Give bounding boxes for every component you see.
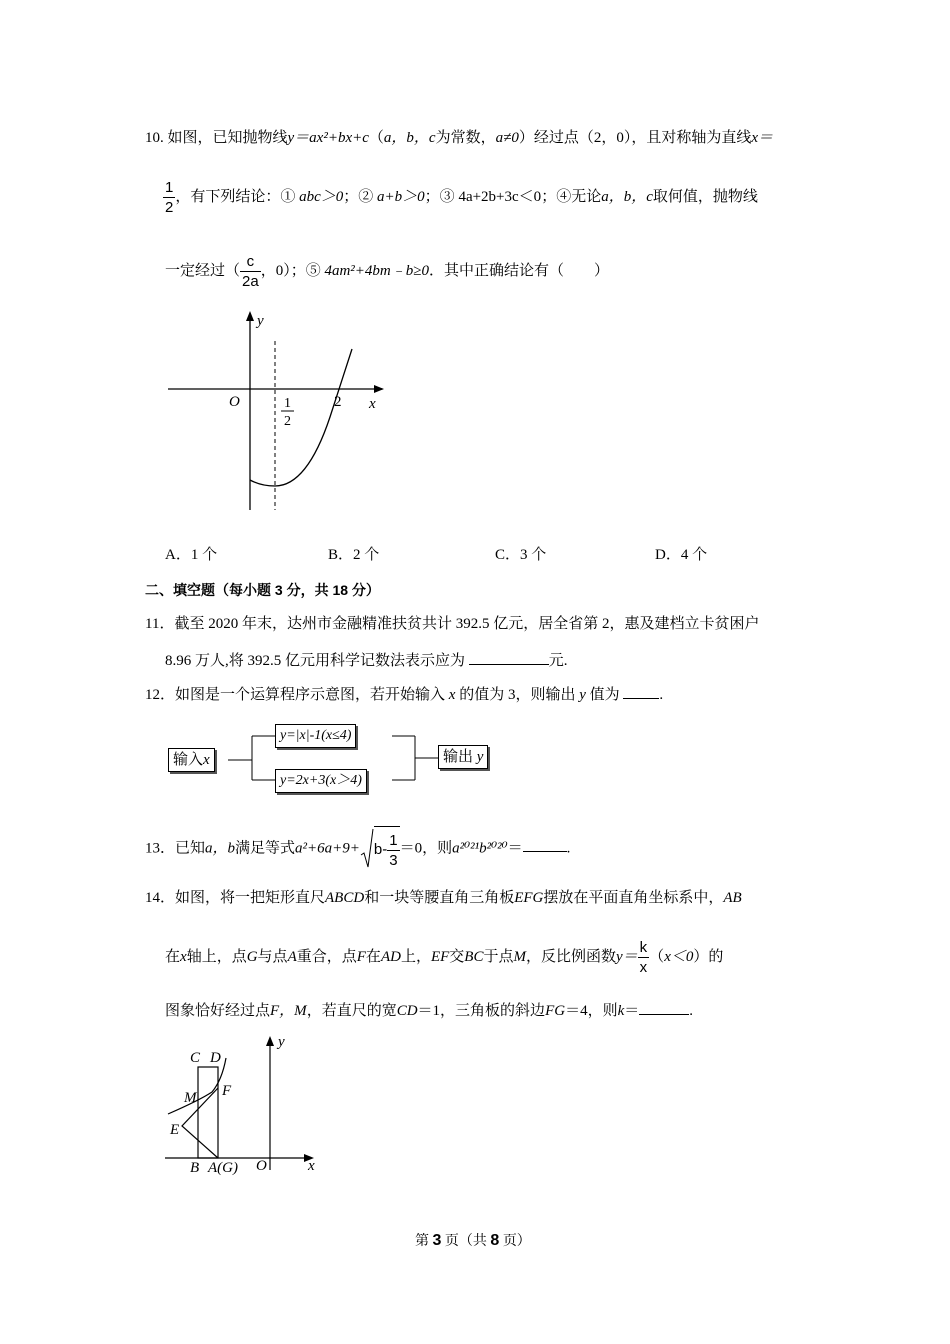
graph-half-den: 2 [284,414,291,429]
page-footer: 第 3 页（共 8 页） [415,1232,531,1249]
q10-option-b[interactable]: B．2 个 [328,547,380,563]
q10-line2: $\frac{1}{2}$ ，有下列结论：① abc＞0；② a+b＞0；③ 4a+2b+3c＜0；④无论a，b，c取何值，抛物线 [165,179,758,217]
half-fraction: $\frac{1}{2}$ [165,179,174,217]
fig-label-e: E [170,1122,180,1138]
fig-label-x: x [308,1158,315,1174]
parabola-figure [160,305,400,520]
q10-line3: 一定经过（ $\frac{c}{2a}$ ，0）；⑤ 4am²+4bm﹣b≥0．其中正确结论有（ ） [165,253,610,291]
graph-x-label: x [369,396,376,412]
k-over-x-fraction: $\frac{k}{x}$ [639,939,648,977]
fig-label-ag: A(G) [208,1160,238,1176]
fig-label-b: B [190,1160,200,1176]
graph-two-label: 2 [334,394,342,410]
graph-half-num: 1 [284,396,291,411]
q14-line1: 14．如图，将一把矩形直尺ABCD和一块等腰直角三角板EFG摆放在平面直角坐标系中，AB [145,890,742,906]
section2-heading: 二、填空题（每小题 3 分，共 18 分） [145,582,380,598]
fig-label-d: D [210,1050,221,1066]
top-formula-box: y=|x|-1(x≤4) [275,724,356,748]
q13-line: 13．已知a，b满足等式a²+6a+9+ b- $\frac{1}{3}$ ＝0，则a²⁰²¹b²⁰²⁰＝ . [145,826,570,872]
fig-label-y: y [278,1034,285,1050]
q14-line2: 在x轴上，点G与点A重合，点F在AD上，EF交BC于点M，反比例函数y＝ $\frac{k}{x}$ （x＜0）的 [165,939,724,977]
bottom-formula-box: y=2x+3(x＞4) [275,769,367,793]
graph-y-label: y [257,313,264,329]
q11-line2: 8.96 万人,将 392.5 亿元用科学记数法表示应为 元. [165,653,568,669]
q10-option-c[interactable]: C．3 个 [495,547,547,563]
input-box: 输入x [168,748,215,772]
q12-answer-blank[interactable] [623,685,659,699]
ruler-triangle-figure [160,1030,335,1180]
fig-label-c: C [190,1050,201,1066]
q11-answer-blank[interactable] [469,651,549,665]
q10-line1: 10. 如图，已知抛物线y＝ax²+bx+c（a，b，c为常数，a≠0）经过点（2，0），且对称轴为直线x＝ [145,130,774,146]
q14-answer-blank[interactable] [639,1001,689,1015]
fig-label-f: F [222,1083,232,1099]
c-over-2a-fraction: $\frac{c}{2a}$ [242,253,259,291]
q10-option-d[interactable]: D．4 个 [655,547,708,563]
q12-line: 12．如图是一个运算程序示意图，若开始输入 x 的值为 3，则输出 y 值为 . [145,687,664,703]
q10-option-a[interactable]: A．1 个 [165,547,218,563]
graph-origin-label: O [229,394,240,410]
q14-line3: 图象恰好经过点F，M，若直尺的宽CD＝1，三角板的斜边FG＝4，则k＝ . [165,1003,694,1019]
fig-label-m: M [184,1090,197,1106]
sqrt-expression: b- $\frac{1}{3}$ [360,826,400,872]
output-box: 输出 y [438,745,488,769]
q11-line1: 11．截至 2020 年末，达州市金融精准扶贫共计 392.5 亿元，居全省第 2，惠及建档立卡贫困户 [145,616,760,632]
q13-answer-blank[interactable] [523,838,567,852]
fig-label-o: O [256,1158,267,1174]
